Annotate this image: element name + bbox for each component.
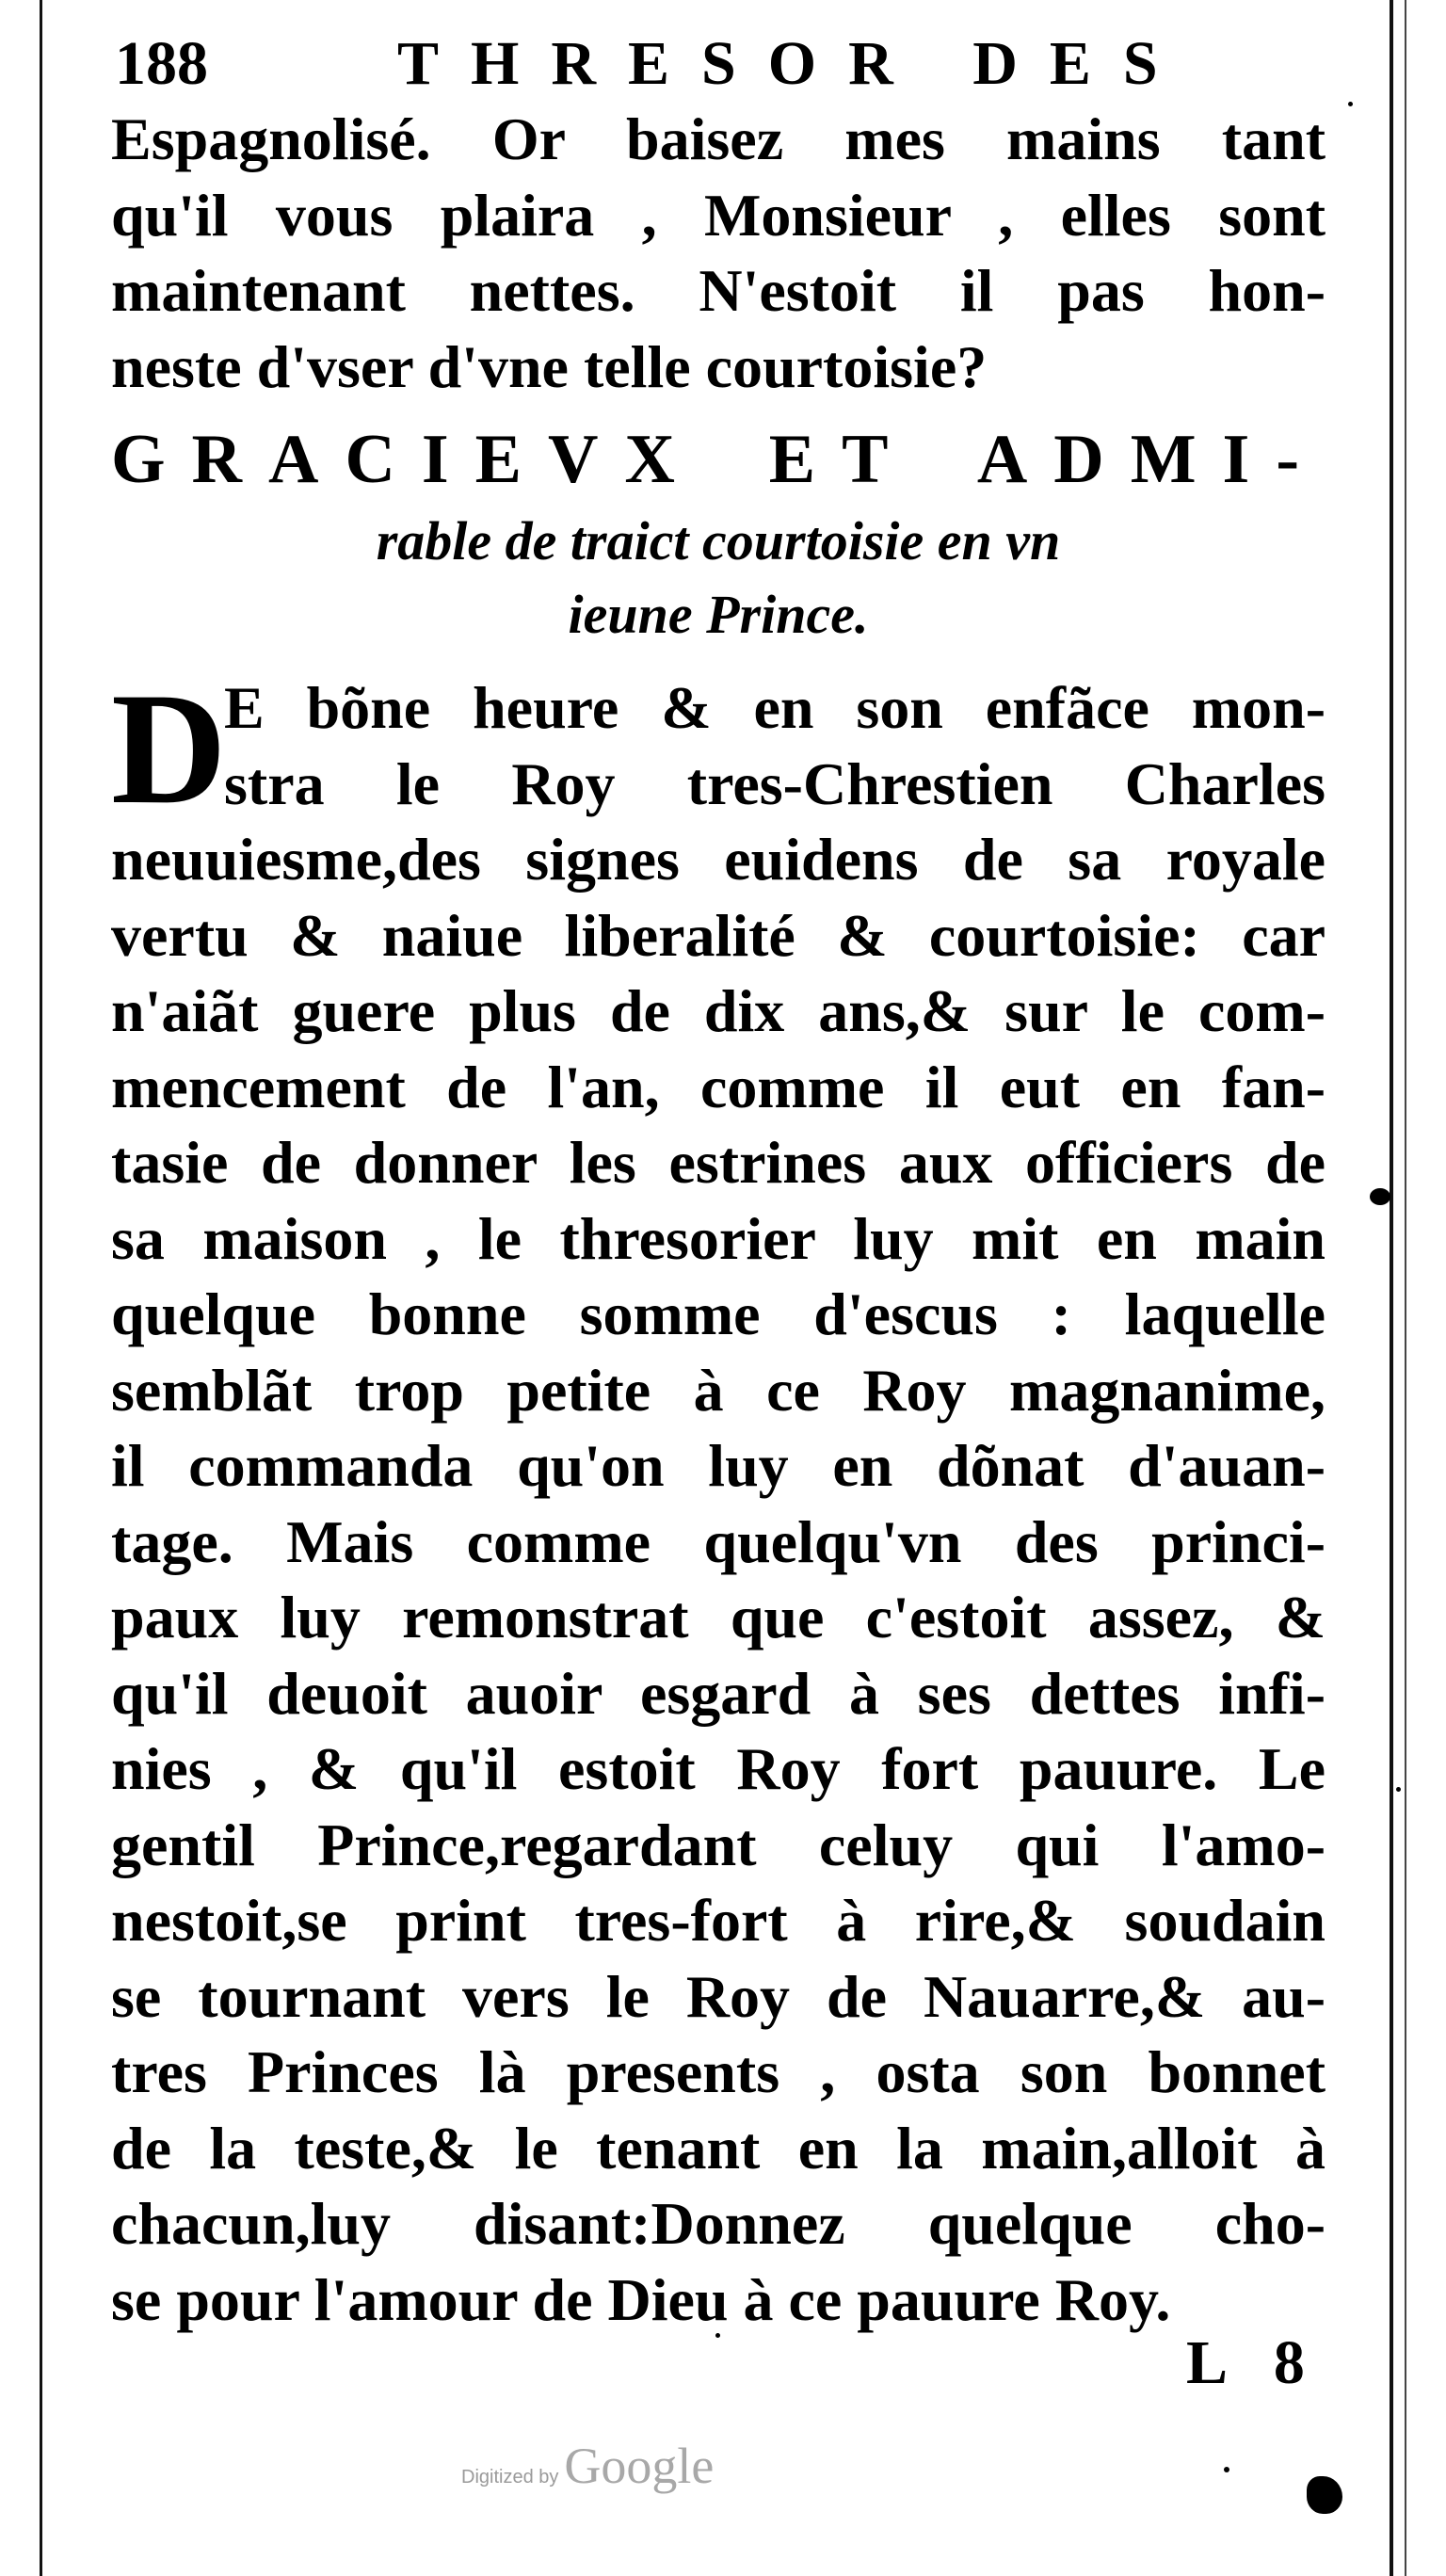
text-line: chacun,luy disant:Donnez quelque cho- <box>111 2190 1326 2257</box>
text-line: tage. Mais comme quelqu'vn des princi- <box>111 1507 1326 1575</box>
text-line: tasie de donner les estrines aux officiers de <box>111 1129 1326 1196</box>
signature-mark: L 8 <box>1186 2328 1322 2397</box>
ink-speck <box>1396 1787 1401 1792</box>
top-paragraph <box>111 102 1326 405</box>
heading-subline: rable de traict courtoisie en vn <box>376 510 1061 572</box>
text-line: quelque bonne somme d'escus : laquelle <box>111 1280 1326 1347</box>
drop-cap: D <box>111 660 227 837</box>
text-line: tres Princes là presents , osta son bonnet <box>111 2038 1326 2105</box>
text-line: stra le Roy tres-Chrestien Charles <box>224 749 1326 817</box>
text-line: Espagnolisé. Or baisez mes mains tant <box>111 105 1326 172</box>
text-line: paux luy remonstrat que c'estoit assez, & <box>111 1584 1326 1650</box>
text-line: il commanda qu'on luy en dõnat d'auan- <box>111 1432 1326 1499</box>
text-line: maintenant nettes. N'estoit il pas hon- <box>111 257 1326 324</box>
text-line: sa maison , le thresorier luy mit en main <box>111 1204 1326 1272</box>
text-line: nestoit,se print tres-fort à rire,& soudain <box>111 1887 1326 1954</box>
heading-subline: ieune Prince. <box>568 584 869 645</box>
google-logo: Google <box>564 2438 715 2494</box>
page-number: 188 <box>115 29 208 98</box>
page-edge-right-inner <box>1405 0 1406 2576</box>
main-paragraph <box>111 660 1326 2338</box>
text-line: semblãt trop petite à ce Roy magnanime, <box>111 1356 1326 1424</box>
page-header <box>115 26 1339 102</box>
digitized-watermark <box>461 2437 714 2495</box>
ink-speck <box>1348 102 1353 106</box>
text-line: qu'il vous plaira , Monsieur , elles sont <box>111 181 1326 249</box>
page-edge-left <box>40 0 42 2576</box>
ink-speck <box>715 2333 720 2338</box>
running-title: THRESOR DES <box>397 29 1190 98</box>
text-line: vertu & naiue liberalité & courtoisie: car <box>111 901 1326 969</box>
text-line: mencement de l'an, comme il eut en fan- <box>111 1053 1326 1120</box>
text-line: n'aiãt guere plus de dix ans,& sur le com- <box>111 977 1326 1044</box>
drop-cap-block <box>111 660 1326 837</box>
text-line: nies , & qu'il estoit Roy fort pauure. Le <box>111 1735 1326 1802</box>
page-edge-right <box>1390 0 1393 2576</box>
text-line: E bõne heure & en son enfãce mon- <box>224 674 1326 741</box>
text-line: neste d'vser d'vne telle courtoisie? <box>111 332 988 400</box>
heading-line: GRACIEVX ET ADMI- <box>111 421 1326 498</box>
text-line: qu'il deuoit auoir esgard à ses dettes infi- <box>111 1659 1326 1727</box>
text-line: gentil Prince,regardant celuy qui l'amo- <box>111 1811 1326 1878</box>
section-heading <box>111 414 1326 652</box>
ink-speck <box>1224 2467 1229 2472</box>
ink-speck <box>1307 2476 1342 2514</box>
text-line: se tournant vers le Roy de Nauarre,& au- <box>111 1962 1326 2030</box>
text-line: se pour l'amour de Dieu à ce pauure Roy. <box>111 2265 1171 2333</box>
watermark-prefix: Digitized by <box>461 2467 559 2487</box>
indented-lines <box>224 670 1326 822</box>
text-line: de la teste,& le tenant en la main,alloit à <box>111 2114 1326 2182</box>
ink-speck <box>1370 1188 1390 1205</box>
text-line: neuuiesme,des signes euidens de sa royale <box>111 826 1326 893</box>
